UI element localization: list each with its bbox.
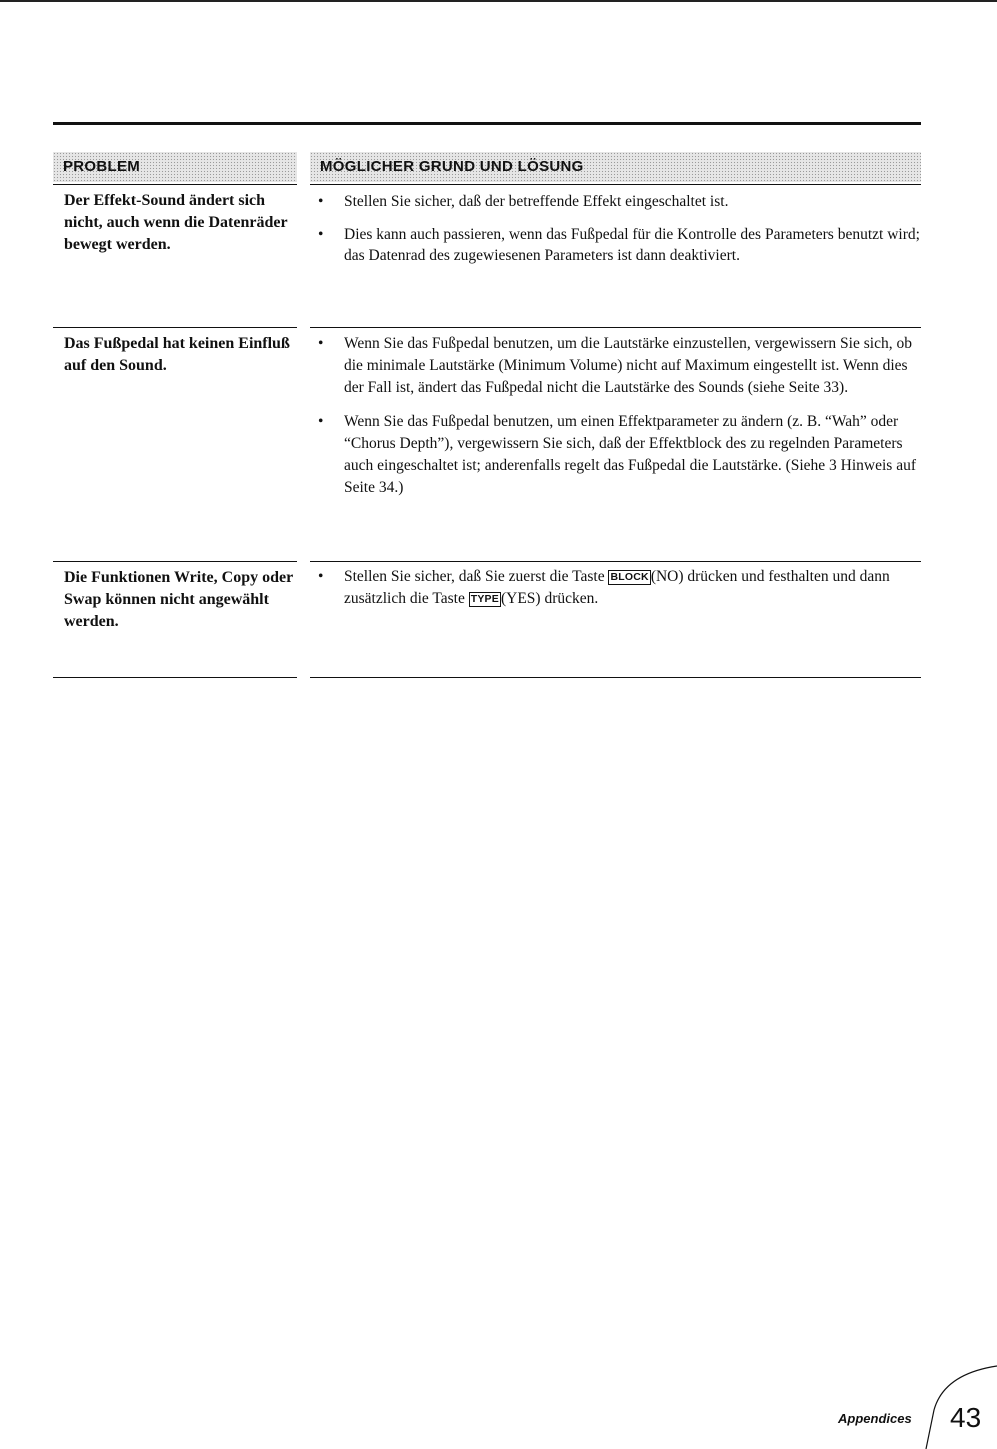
bullet-marker: • [318, 335, 324, 352]
row-divider-right [310, 561, 921, 562]
page-top-edge [0, 0, 997, 2]
solution-text: Wenn Sie das Fußpedal benutzen, um die Lautstärke einzustellen, vergewissern Sie sich, ob die minimale Lautstärke (Minimum Volume) nicht auf Maximum eingestellt ist. Wenn dies der Fall ist, ändert das Fußpedal nicht die Lautstärke des Sounds (siehe Seite 33). [344, 335, 912, 396]
solution-item [318, 566, 922, 610]
header-rule-right [310, 184, 921, 185]
solution-text: Stellen Sie sicher, daß der betreffende Effekt eingeschaltet ist. [344, 193, 729, 210]
bullet-marker: • [318, 413, 324, 430]
solution-item [318, 225, 922, 266]
header-rule-left [53, 184, 297, 185]
table-bottom-rule-left [53, 677, 297, 678]
type-key-icon: TYPE [470, 593, 499, 605]
column-header-problem: PROBLEM [53, 152, 297, 182]
solution-text-middle: (NO) drücken und festhalten und dann zusätzlich die Taste [344, 568, 890, 607]
block-key-icon: BLOCK [610, 571, 649, 583]
solution-text: Dies kann auch passieren, wenn das Fußpedal für die Kontrolle des Parameters benutzt wird; das Datenrad des zugewiesenen Parameters ist dann deaktiviert. [344, 226, 920, 264]
row-divider-left [53, 327, 297, 328]
solution-text-start: Stellen Sie sicher, daß Sie zuerst die Taste [344, 568, 605, 585]
solution-row-1 [318, 191, 922, 266]
problem-row-2: Das Fußpedal hat keinen Einfluß auf den Sound. [64, 335, 290, 374]
solution-item [318, 333, 922, 399]
solution-row-2 [318, 333, 922, 499]
bullet-marker: • [318, 193, 324, 210]
bullet-marker: • [318, 568, 324, 585]
solution-text-end: (YES) drücken. [500, 590, 599, 607]
solution-item [318, 411, 922, 499]
solution-text: Wenn Sie das Fußpedal benutzen, um einen Effektparameter zu ändern (z. B. “Wah” oder “Chorus Depth”), vergewissern Sie sich, daß der Effektblock des zu regelnden Parameters auch eingeschaltet ist; anderenfalls regelt das Fußpedal die Lautstärke. (Siehe 3 Hinweis auf Seite 34.) [344, 413, 917, 496]
solution-row-3 [318, 566, 922, 610]
row-divider-left [53, 561, 297, 562]
table-bottom-rule-right [310, 677, 921, 678]
row-divider-right [310, 327, 921, 328]
problem-row-1: Der Effekt-Sound ändert sich nicht, auch wenn die Datenräder bewegt werden. [64, 192, 288, 253]
solution-item [318, 191, 922, 213]
bullet-marker: • [318, 226, 324, 243]
problem-row-3: Die Funktionen Write, Copy oder Swap können nicht angewählt werden. [64, 569, 293, 630]
page-number: 43 [950, 1402, 982, 1433]
footer-section-label: Appendices [838, 1411, 912, 1426]
table-top-rule [53, 122, 921, 125]
column-header-solution: MÖGLICHER GRUND UND LÖSUNG [310, 152, 921, 182]
